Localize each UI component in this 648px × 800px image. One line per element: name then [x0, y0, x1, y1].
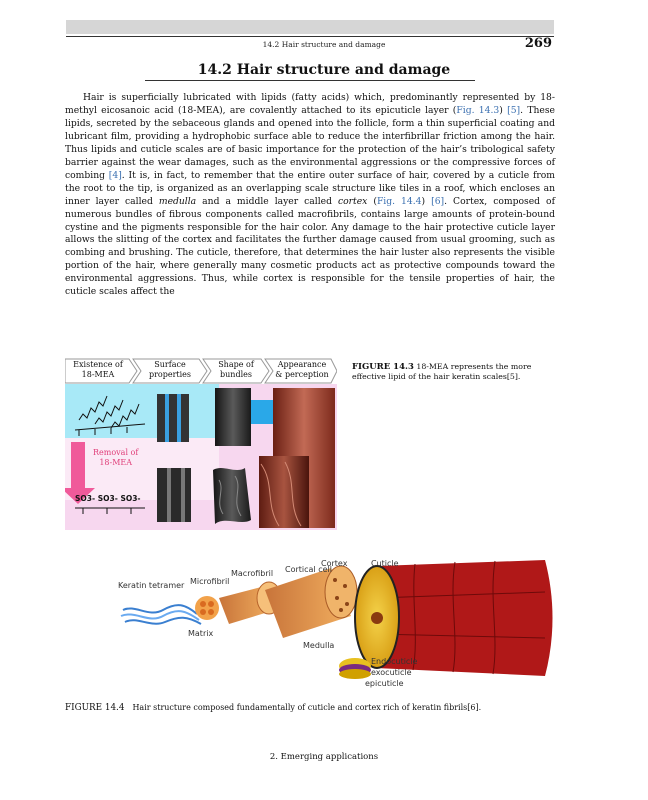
running-head: 14.2 Hair structure and damage [262, 40, 386, 49]
lipid-chains-icon [75, 396, 145, 436]
label-epicuticle: epicuticle [365, 679, 404, 688]
fiber-bundle-bottom [157, 468, 191, 522]
label-matrix: Matrix [188, 629, 214, 638]
figure-14-4-caption-label: FIGURE 14.4 [65, 703, 125, 713]
reference-link-5[interactable]: [5] [507, 104, 521, 116]
reference-link-6[interactable]: [6] [431, 195, 445, 207]
header-bar [66, 20, 554, 34]
label-microfibril: Microfibril [190, 577, 230, 586]
hair-photo-straight [215, 388, 251, 446]
title-rule [145, 80, 475, 81]
tab-existence-18mea: Existence of 18-MEA [73, 360, 123, 379]
hair-photo-red-dull [259, 456, 309, 528]
tab-shape-bundles: Shape of bundles [218, 360, 254, 379]
label-endocuticle: Endocuticle [371, 657, 418, 666]
figure-14-3-caption-label: FIGURE 14.3 [352, 362, 414, 372]
so3-label: SO3- SO3- SO3- [75, 494, 141, 503]
term-cortex: cortex [337, 195, 368, 207]
section-title: 14.2 Hair structure and damage [197, 62, 451, 78]
figure-14-4 [115, 558, 555, 693]
page-number: 269 [524, 36, 552, 51]
so3-groups [75, 508, 145, 514]
removal-label: Removal of 18-MEA [93, 448, 139, 467]
footer: 2. Emerging applications [269, 752, 379, 762]
hair-photo-frizzy [213, 468, 251, 524]
reference-link-4[interactable]: [4] [108, 169, 122, 181]
tab-appearance: Appearance & perception [275, 360, 329, 379]
label-keratin-tetramer: Keratin tetramer [118, 581, 185, 590]
label-cortex: Cortex [321, 559, 348, 568]
paragraph: Hair is superficially lubricated with lipids (fatty acids) which, predominantly represented by 18-methyl eicosanoic acid (18-MEA), are covalently attached to its epicuticle layer (Fig. 14.3) [5]. These lipids, secreted by the sebaceous glands and opened into the follicle, form a thin superficial coating and lubricant film, providing a hydrophobic surface able to reduce the interfibrillar friction among the hair. Thus lipids and cuticle scales are of basic importance for the protection of the hair’s tribological safety barrier against the wear damages, such as the environmental aggressions or the compressive forces of combing [4]. It is, in fact, to remember that the entire outer surface of hair, covered by a cuticle from the root to the tip, is organized as an overlapping scale structure like tiles in a roof, which encloses an inner layer called medulla and a middle layer called cortex (Fig. 14.4) [6]. Cortex, composed of numerous bundles of fibrous components called macrofibrils, contains large amounts of protein-bound cystine and the pigments responsible for the hair color. Any damage to the hair protective cuticle layer allows the slitting of the cortex and facilitates the further damage caused from usual grooming, such as combing and brushing. The cuticle, therefore, that determines the hair luster also represents the visible portion of the hair, where generally many cosmetic products act as protective compounds toward the environmental aggressions. Thus, while cortex is responsible for the tensile properties of hair, the cuticle scales affect the [65, 92, 555, 298]
figure-14-4-caption [65, 703, 565, 713]
label-cuticle: Cuticle [371, 559, 399, 568]
term-medulla: medulla [158, 195, 197, 207]
cuticle-layers-icon [339, 658, 371, 679]
figure-14-3 [65, 358, 337, 530]
fiber-bundle-top [157, 394, 189, 442]
label-exocuticle: exocuticle [371, 668, 412, 677]
tab-surface-properties: Surface properties [148, 360, 192, 379]
label-macrofibril: Macrofibril [231, 569, 274, 578]
keratin-tetramer-icon [121, 605, 201, 624]
label-medulla: Medulla [303, 641, 335, 650]
medulla-icon [371, 612, 383, 624]
figure-14-4-caption-text: Hair structure composed fundamentally of cuticle and cortex rich of keratin fibrils[6]. [132, 703, 482, 712]
figure-link-14-4[interactable]: Fig. 14.4 [376, 195, 422, 207]
figure-link-14-3[interactable]: Fig. 14.3 [456, 104, 500, 116]
figure-14-3-caption-text: 18-MEA represents the more effective lipid of the hair keratin scales[5]. [352, 362, 532, 381]
microfibril-icon [195, 596, 219, 620]
body-text [65, 92, 555, 299]
figure-14-3-caption [352, 362, 557, 382]
label-cortical-cell: Cortical cell [285, 565, 332, 574]
header-rule [66, 36, 554, 37]
